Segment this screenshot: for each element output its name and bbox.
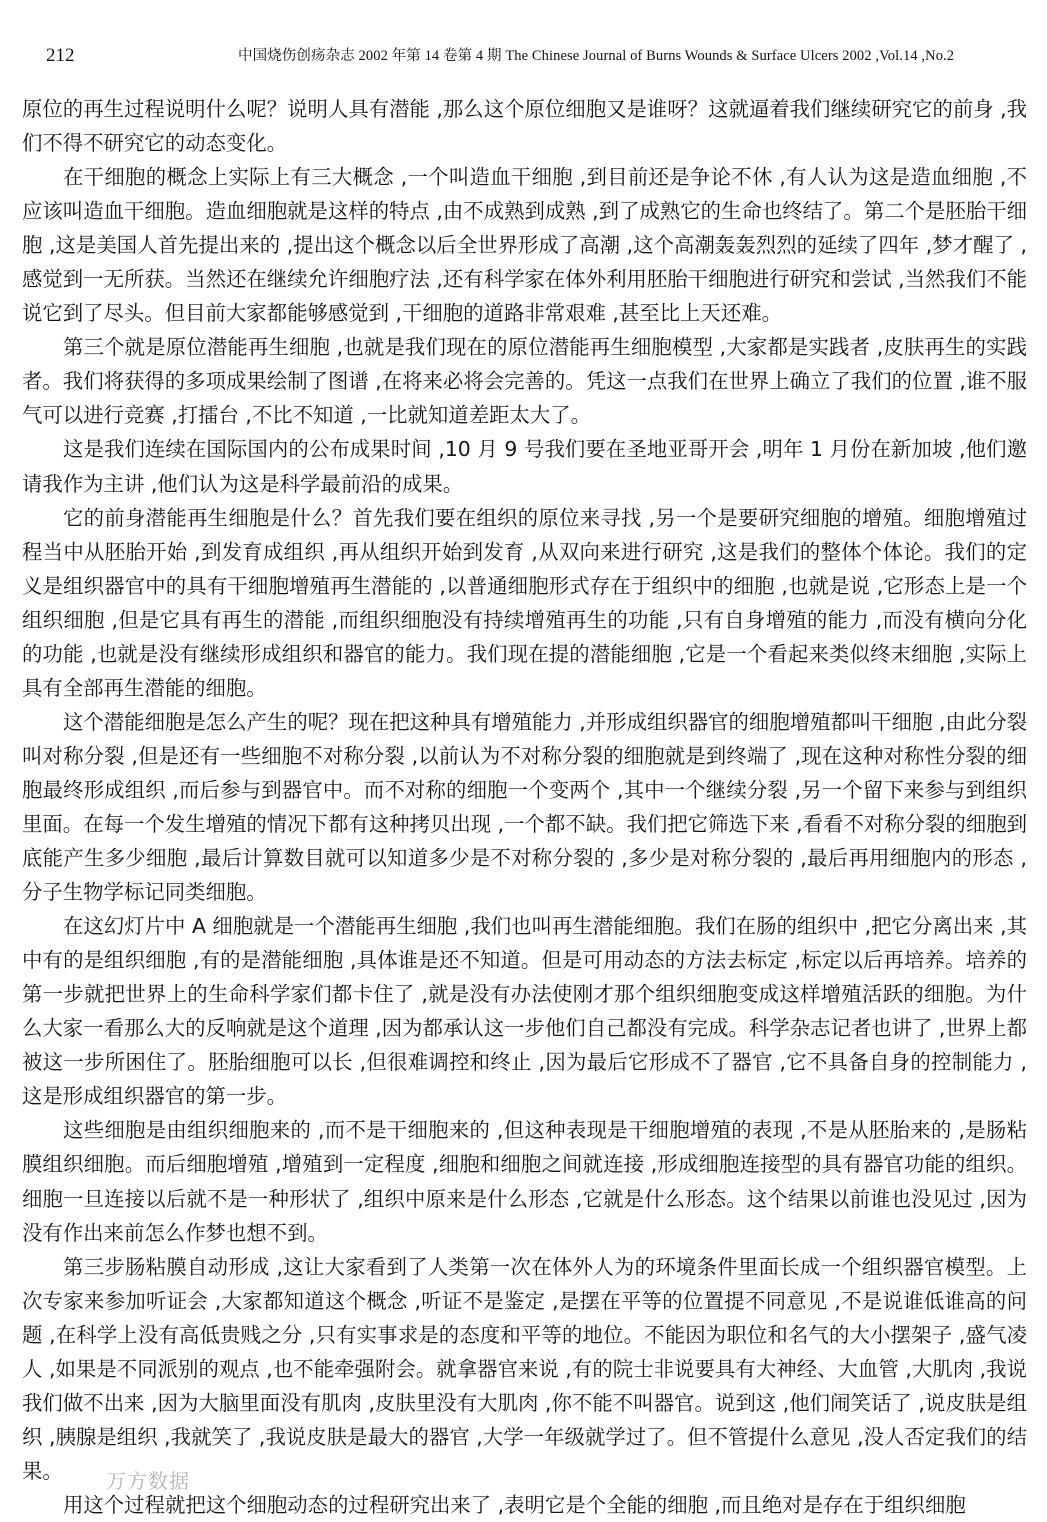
page-number: 212: [46, 45, 75, 66]
watermark: 万方数据: [106, 1469, 190, 1493]
running-header-bar: [0, 44, 1047, 74]
paragraph-8: 这些细胞是由组织细胞来的 ,而不是干细胞来的 ,但这种表现是干细胞增殖的表现 ,不是从胚胎来的 ,是肠粘膜组织细胞。而后细胞增殖 ,增殖到一定程度 ,细胞和细胞之间就连接 ,形成细胞连接型的具有器官功能的组织。细胞一旦连接以后就不是一种形状了 ,组织中原来是什么形态 ,它就是什么形态。这个结果以前谁也没见过 ,因为没有作出来前怎么作梦也想不到。: [22, 1118, 1027, 1245]
paragraph-7: 在这幻灯片中 A 细胞就是一个潜能再生细胞 ,我们也叫再生潜能细胞。我们在肠的组织中 ,把它分离出来 ,其中有的是组织细胞 ,有的是潜能细胞 ,具体谁是还不知道。但是可用动态的方法去标定 ,标定以后再培养。培养的第一步就把世界上的生命科学家们都卡住了 ,就是没有办法使刚才那个组织细胞变成这样增殖活跃的细胞。为什么大家一看那么大的反响就是这个道理 ,因为都承认这一步他们自己都没有完成。科学杂志记者也讲了 ,世界上都被这一步所困住了。胚胎细胞可以长 ,但很难调控和终止 ,因为最后它形成不了器官 ,它不具备自身的控制能力 ,这是形成组织器官的第一步。: [22, 914, 1027, 1109]
paragraph-9: 第三步肠粘膜自动形成 ,这让大家看到了人类第一次在体外人为的环境条件里面长成一个组织器官模型。上次专家来参加听证会 ,大家都知道这个概念 ,听证不是鉴定 ,是摆在平等的位置提不同意见 ,不是说谁低谁高的问题 ,在科学上没有高低贵贱之分 ,只有实事求是的态度和平等的地位。不能因为职位和名气的大小摆架子 ,盛气凌人 ,如果是不同派别的观点 ,也不能牵强附会。就拿器官来说 ,有的院士非说要具有大神经、大血管 ,大肌肉 ,我说我们做不出来 ,因为大脑里面没有肌肉 ,皮肤里没有大肌肉 ,你不能不叫器官。说到这 ,他们闹笑话了 ,说皮肤是组织 ,胰腺是组织 ,我就笑了 ,我说皮肤是最大的器官 ,大学一年级就学过了。但不管提什么意见 ,没人否定我们的结果。: [22, 1254, 1027, 1483]
article-body: [22, 92, 1027, 1522]
journal-running-title: 中国烧伤创疡杂志 2002 年第 14 卷第 4 期 The Chinese Journal of Burns Wounds & Surface Ulcers 2002 ,Vol.14 ,No.2: [238, 48, 955, 64]
paragraph-1: 原位的再生过程说明什么呢？说明人具有潜能 ,那么这个原位细胞又是谁呀？这就逼着我们继续研究它的前身 ,我们不得不研究它的动态变化。: [22, 97, 1027, 156]
paragraph-3: 第三个就是原位潜能再生细胞 ,也就是我们现在的原位潜能再生细胞模型 ,大家都是实践者 ,皮肤再生的实践者。我们将获得的多项成果绘制了图谱 ,在将来必将会完善的。凭这一点我们在世界上确立了我们的位置 ,谁不服气可以进行竞赛 ,打擂台 ,不比不知道 ,一比就知道差距太大了。: [22, 335, 1027, 428]
paragraph-6: 这个潜能细胞是怎么产生的呢？现在把这种具有增殖能力 ,并形成组织器官的细胞增殖都叫干细胞 ,由此分裂叫对称分裂 ,但是还有一些细胞不对称分裂 ,以前认为不对称分裂的细胞就是到终端了 ,现在这种对称性分裂的细胞最终形成组织 ,而后参与到器官中。而不对称的细胞一个变两个 ,其中一个继续分裂 ,另一个留下来参与到组织里面。在每一个发生增殖的情况下都有这种拷贝出现 ,一个都不缺。我们把它筛选下来 ,看看不对称分裂的细胞到底能产生多少细胞 ,最后计算数目就可以知道多少是不对称分裂的 ,多少是对称分裂的 ,最后再用细胞内的形态 ,分子生物学标记同类细胞。: [22, 709, 1027, 905]
paragraph-4: 这是我们连续在国际国内的公布成果时间 ,10 月 9 号我们要在圣地亚哥开会 ,明年 1 月份在新加坡 ,他们邀请我作为主讲 ,他们认为这是科学最前沿的成果。: [22, 437, 1027, 496]
paragraph-2: 在干细胞的概念上实际上有三大概念 ,一个叫造血干细胞 ,到目前还是争论不休 ,有人认为这是造血细胞 ,不应该叫造血干细胞。造血细胞就是这样的特点 ,由不成熟到成熟 ,到了成熟它的生命也终结了。第二个是胚胎干细胞 ,这是美国人首先提出来的 ,提出这个概念以后全世界形成了高潮 ,这个高潮轰轰烈烈的延续了四年 ,梦才醒了 ,感觉到一无所获。当然还在继续允许细胞疗法 ,还有科学家在体外利用胚胎干细胞进行研究和尝试 ,当然我们不能说它到了尽头。但目前大家都能够感觉到 ,干细胞的道路非常艰难 ,甚至比上天还难。: [22, 165, 1027, 326]
paragraph-10: 用这个过程就把这个细胞动态的过程研究出来了 ,表明它是个全能的细胞 ,而且绝对是存在于组织细胞: [63, 1492, 966, 1517]
paragraph-5: 它的前身潜能再生细胞是什么？首先我们要在组织的原位来寻找 ,另一个是要研究细胞的增殖。细胞增殖过程当中从胚胎开始 ,到发育成组织 ,再从组织开始到发育 ,从双向来进行研究 ,这是我们的整体个体论。我们的定义是组织器官中的具有干细胞增殖再生潜能的 ,以普通细胞形式存在于组织中的细胞 ,也就是说 ,它形态上是一个组织细胞 ,但是它具有再生的潜能 ,而组织细胞没有持续增殖再生的功能 ,只有自身增殖的能力 ,而没有横向分化的功能 ,也就是没有继续形成组织和器官的能力。我们现在提的潜能细胞 ,它是一个看起来类似终末细胞 ,实际上具有全部再生潜能的细胞。: [22, 505, 1027, 700]
